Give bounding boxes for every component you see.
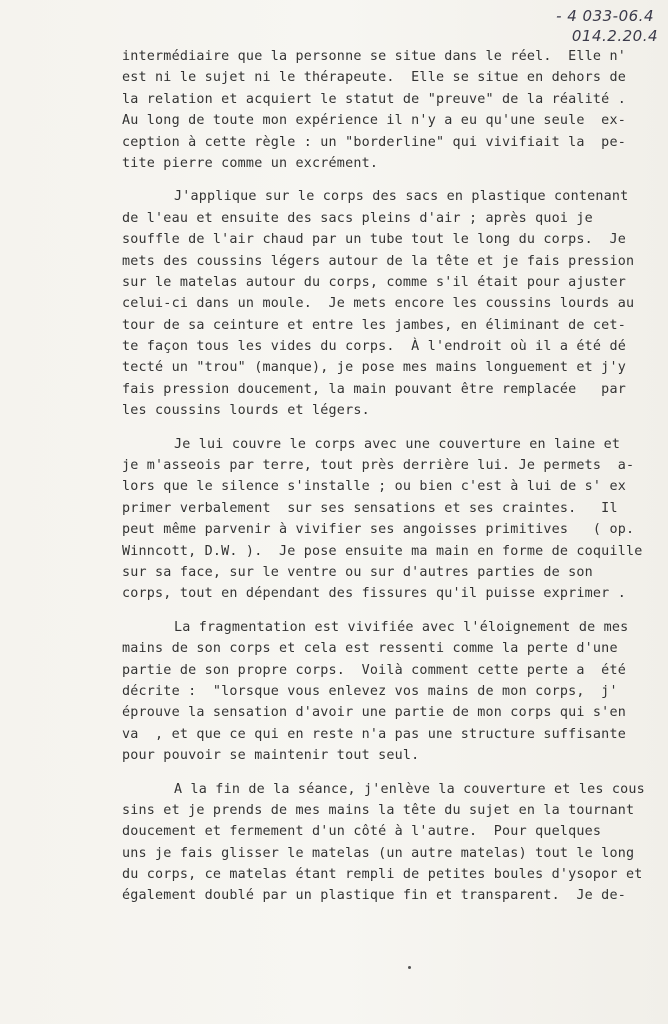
text-line: lors que le silence s'installe ; ou bien c'est à lui de s' ex <box>122 479 626 495</box>
text-line: sur le matelas autour du corps, comme s'il était pour ajuster <box>122 274 626 290</box>
text-line: primer verbalement sur ses sensations et ses craintes. Il <box>122 500 618 516</box>
text-line: va , et que ce qui en reste n'a pas une structure suffisante <box>122 726 626 742</box>
typewritten-body <box>122 46 645 907</box>
text-line: Au long de toute mon expérience il n'y a eu qu'une seule ex- <box>122 113 626 129</box>
text-line: mets des coussins légers autour de la tête et je fais pression <box>122 253 635 269</box>
text-line: est ni le sujet ni le thérapeute. Elle se situe en dehors de <box>122 70 626 86</box>
archive-reference-number <box>556 6 658 46</box>
text-line: tour de sa ceinture et entre les jambes, en éliminant de cet- <box>122 317 626 333</box>
paragraph-4 <box>122 617 634 767</box>
text-line: Winncott, D.W. ). Je pose ensuite ma main en forme de coquille <box>122 543 643 559</box>
text-line: intermédiaire que la personne se situe dans le réel. Elle n' <box>122 49 626 64</box>
paragraph-2 <box>122 186 634 421</box>
paragraph-5 <box>122 779 645 907</box>
text-line: doucement et fermement d'un côté à l'autre. Pour quelques <box>122 824 602 840</box>
text-line: J'applique sur le corps des sacs en plastique contenant <box>174 189 629 205</box>
paragraph-1 <box>122 46 634 174</box>
text-line: mains de son corps et cela est ressenti comme la perte d'une <box>122 641 618 657</box>
page-mark-dot <box>408 966 411 969</box>
archive-reference-line-1: - 4 033-06.4 <box>556 7 654 25</box>
text-line: décrite : "lorsque vous enlevez vos mains de mon corps, j' <box>122 683 618 699</box>
text-line: peut même parvenir à vivifier ses angoisses primitives ( op. <box>122 522 635 538</box>
text-line: sur sa face, sur le ventre ou sur d'autres parties de son <box>122 564 593 580</box>
text-line: A la fin de la séance, j'enlève la couverture et les cous <box>174 781 645 797</box>
text-line: éprouve la sensation d'avoir une partie de mon corps qui s'en <box>122 705 626 721</box>
text-line: je m'asseois par terre, tout près derrière lui. Je permets a- <box>122 458 635 474</box>
text-line: te façon tous les vides du corps. À l'endroit où il a été dé <box>122 339 626 355</box>
text-line: la relation et acquiert le statut de "preuve" de la réalité . <box>122 91 626 107</box>
text-line: tecté un "trou" (manque), je pose mes mains longuement et j'y <box>122 360 626 376</box>
text-line: fais pression doucement, la main pouvant être remplacée par <box>122 381 626 397</box>
text-line: corps, tout en dépendant des fissures qu'il puisse exprimer . <box>122 586 626 602</box>
text-line: également doublé par un plastique fin et transparent. Je de- <box>122 888 626 904</box>
text-line: sins et je prends de mes mains la tête du sujet en la tournant <box>122 802 635 818</box>
paragraph-3 <box>122 434 643 605</box>
text-line: partie de son propre corps. Voilà comment cette perte a été <box>122 662 626 678</box>
text-line: souffle de l'air chaud par un tube tout le long du corps. Je <box>122 232 626 248</box>
text-line: du corps, ce matelas étant rempli de petites boules d'ysopor et <box>122 867 643 883</box>
text-line: de l'eau et ensuite des sacs pleins d'air ; après quoi je <box>122 210 593 226</box>
text-line: uns je fais glisser le matelas (un autre matelas) tout le long <box>122 845 635 861</box>
text-line: les coussins lourds et légers. <box>122 403 370 419</box>
text-line: celui-ci dans un moule. Je mets encore les coussins lourds au <box>122 296 635 312</box>
archive-reference-line-2: 014.2.20.4 <box>571 27 658 45</box>
text-line: ception à cette règle : un "borderline" qui vivifiait la pe- <box>122 134 626 150</box>
text-line: tite pierre comme un excrément. <box>122 155 379 171</box>
text-line: Je lui couvre le corps avec une couverture en laine et <box>174 436 621 452</box>
text-line: pour pouvoir se maintenir tout seul. <box>122 748 420 764</box>
text-line: La fragmentation est vivifiée avec l'éloignement de mes <box>174 619 629 635</box>
